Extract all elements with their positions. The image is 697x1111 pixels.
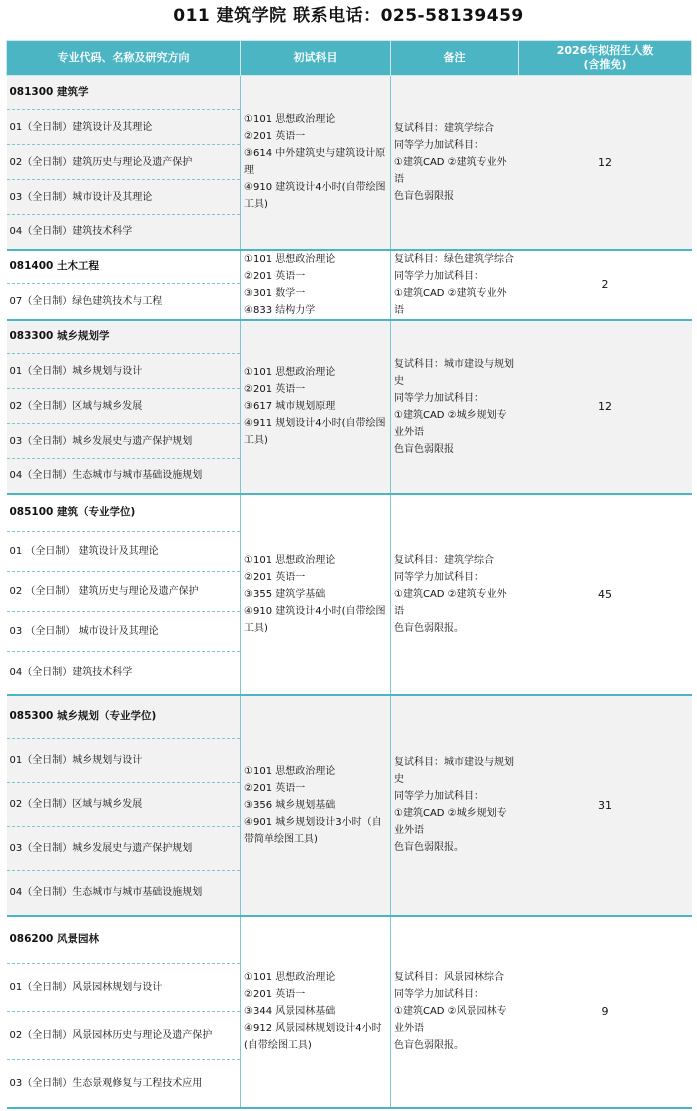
major-name: 081400 土木工程 — [7, 250, 241, 284]
subject-line: ③614 中外建筑史与建筑设计原理 — [244, 148, 386, 177]
subject-line: ③301 数学一 — [244, 287, 306, 299]
direction-cell: 01（全日制）风景园林规划与设计 — [7, 964, 241, 1012]
major-group — [7, 250, 692, 320]
subject-line: ③355 建筑学基础 — [244, 588, 326, 600]
exam-subjects — [241, 76, 391, 250]
note-line: 色盲色弱限报 — [394, 190, 454, 202]
subject-line: ①101 思想政治理论 — [244, 114, 336, 126]
major-name: 081300 建筑学 — [7, 76, 241, 110]
note-line: 复试科目：城市建设与规划史 — [394, 358, 514, 387]
note-line: 色盲色弱限报。 — [394, 1040, 464, 1051]
subject-line: ④911 规划设计4小时(自带绘图工具) — [244, 418, 386, 446]
direction-cell: 03（全日制）生态景观修复与工程技术应用 — [7, 1060, 241, 1108]
major-name: 086200 风景园林 — [7, 916, 241, 964]
note-line: ①建筑CAD ②城乡规划专业外语 — [394, 409, 507, 438]
subject-line: ③356 城乡规划基础 — [244, 799, 336, 811]
note-line: 同等学力加试科目： — [394, 392, 484, 404]
note-line: 复试科目：建筑学综合 — [394, 122, 494, 134]
direction-cell: 02（全日制）建筑历史与理论及遗产保护 — [7, 145, 241, 180]
subject-line: ②201 英语一 — [244, 989, 306, 1000]
direction-cell: 04（全日制）建筑技术科学 — [7, 215, 241, 250]
direction-cell: 01（全日制）城乡规划与设计 — [7, 354, 241, 389]
direction-cell: 02（全日制）风景园林历史与理论及遗产保护 — [7, 1012, 241, 1060]
header-quota-line1: 2026年拟招生人数 — [556, 44, 654, 57]
major-group — [7, 695, 692, 916]
subject-line: ①101 思想政治理论 — [244, 253, 336, 265]
note-line: 复试科目：风景园林综合 — [394, 972, 504, 983]
direction-cell: 01 （全日制） 建筑设计及其理论 — [7, 532, 241, 572]
note-line: 色盲色弱限报 — [394, 443, 454, 455]
subject-line: ①101 思想政治理论 — [244, 367, 336, 378]
quota-cell: 12 — [519, 76, 692, 250]
direction-cell: 01（全日制）城乡规划与设计 — [7, 739, 241, 783]
notes-cell — [391, 494, 519, 695]
note-line: 同等学力加试科目： — [394, 139, 484, 151]
note-line: 同等学力加试科目： — [394, 270, 484, 282]
major-name: 085300 城乡规划（专业学位) — [7, 695, 241, 739]
quota-cell: 31 — [519, 695, 692, 916]
notes-cell — [391, 76, 519, 250]
note-line: 同等学力加试科目： — [394, 571, 484, 583]
note-line: 复试科目：建筑学综合 — [394, 554, 494, 566]
direction-cell: 07（全日制）绿色建筑技术与工程 — [7, 284, 241, 320]
exam-subjects — [241, 494, 391, 695]
notes-cell — [391, 250, 519, 320]
exam-subjects — [241, 250, 391, 320]
direction-cell: 03（全日制）城市设计及其理论 — [7, 180, 241, 215]
subject-line: ③344 风景园林基础 — [244, 1006, 336, 1017]
subject-line: ④910 建筑设计4小时(自带绘图工具) — [244, 182, 386, 211]
subject-line: ②201 英语一 — [244, 270, 306, 282]
subject-line: ①101 思想政治理论 — [244, 972, 336, 983]
major-group — [7, 494, 692, 695]
direction-cell: 03 （全日制） 城市设计及其理论 — [7, 612, 241, 652]
table-row — [7, 916, 692, 964]
subject-line: ①101 思想政治理论 — [244, 554, 336, 566]
notes-cell — [391, 695, 519, 916]
subject-line: ③617 城市规划原理 — [244, 401, 336, 412]
note-line: 同等学力加试科目： — [394, 989, 484, 1000]
quota-cell: 12 — [519, 320, 692, 494]
header-quota — [519, 41, 692, 76]
direction-cell: 02 （全日制） 建筑历史与理论及遗产保护 — [7, 572, 241, 612]
note-line: 复试科目：绿色建筑学综合 — [394, 253, 514, 265]
quota-cell: 45 — [519, 494, 692, 695]
table-row — [7, 250, 692, 284]
table-header-row — [7, 41, 692, 76]
note-line: 同等学力加试科目： — [394, 791, 484, 802]
note-line: ①建筑CAD ②建筑专业外语 — [394, 287, 507, 316]
subject-line: ④912 风景园林规划设计4小时(自带绘图工具) — [244, 1023, 382, 1051]
table-row — [7, 494, 692, 532]
exam-subjects — [241, 916, 391, 1108]
subject-line: ④910 建筑设计4小时(自带绘图工具) — [244, 605, 386, 634]
direction-cell: 04（全日制）生态城市与城市基础设施规划 — [7, 459, 241, 494]
header-subjects: 初试科目 — [241, 41, 391, 76]
major-group — [7, 320, 692, 494]
note-line: 色盲色弱限报。 — [394, 842, 464, 853]
admissions-table — [6, 40, 692, 1109]
subject-line: ②201 英语一 — [244, 782, 306, 794]
subject-line: ②201 英语一 — [244, 384, 306, 395]
direction-cell: 01（全日制）建筑设计及其理论 — [7, 110, 241, 145]
quota-cell: 9 — [519, 916, 692, 1108]
header-notes: 备注 — [391, 41, 519, 76]
subject-line: ①101 思想政治理论 — [244, 765, 336, 777]
note-line: ①建筑CAD ②建筑专业外语 — [394, 588, 507, 617]
exam-subjects — [241, 320, 391, 494]
table-row — [7, 76, 692, 110]
subject-line: ②201 英语一 — [244, 571, 306, 583]
direction-cell: 03（全日制）城乡发展史与遗产保护规划 — [7, 424, 241, 459]
subject-line: ④833 结构力学 — [244, 304, 316, 316]
notes-cell — [391, 320, 519, 494]
major-group — [7, 76, 692, 250]
table-row — [7, 695, 692, 739]
major-group — [7, 916, 692, 1108]
direction-cell: 02（全日制）区域与城乡发展 — [7, 783, 241, 827]
header-major: 专业代码、名称及研究方向 — [7, 41, 241, 76]
note-line: 复试科目：城市建设与规划史 — [394, 757, 514, 785]
note-line: ①建筑CAD ②建筑专业外语 — [394, 156, 507, 185]
exam-subjects — [241, 695, 391, 916]
quota-cell: 2 — [519, 250, 692, 320]
notes-cell — [391, 916, 519, 1108]
subject-line: ④901 城乡规划设计3小时（自带简单绘图工具) — [244, 816, 382, 845]
note-line: ①建筑CAD ②风景园林专业外语 — [394, 1006, 507, 1034]
direction-cell: 02（全日制）区域与城乡发展 — [7, 389, 241, 424]
page-title: 011 建筑学院 联系电话：025-58139459 — [173, 6, 524, 26]
direction-cell: 03（全日制）城乡发展史与遗产保护规划 — [7, 827, 241, 871]
table-row — [7, 320, 692, 354]
direction-cell: 04（全日制）建筑技术科学 — [7, 652, 241, 695]
direction-cell: 04（全日制）生态城市与城市基础设施规划 — [7, 871, 241, 916]
header-quota-line2: (含推免) — [583, 58, 627, 71]
note-line: 色盲色弱限报。 — [394, 622, 464, 634]
major-name: 085100 建筑（专业学位) — [7, 494, 241, 532]
note-line: ①建筑CAD ②城乡规划专业外语 — [394, 808, 507, 836]
subject-line: ②201 英语一 — [244, 131, 306, 143]
major-name: 083300 城乡规划学 — [7, 320, 241, 354]
